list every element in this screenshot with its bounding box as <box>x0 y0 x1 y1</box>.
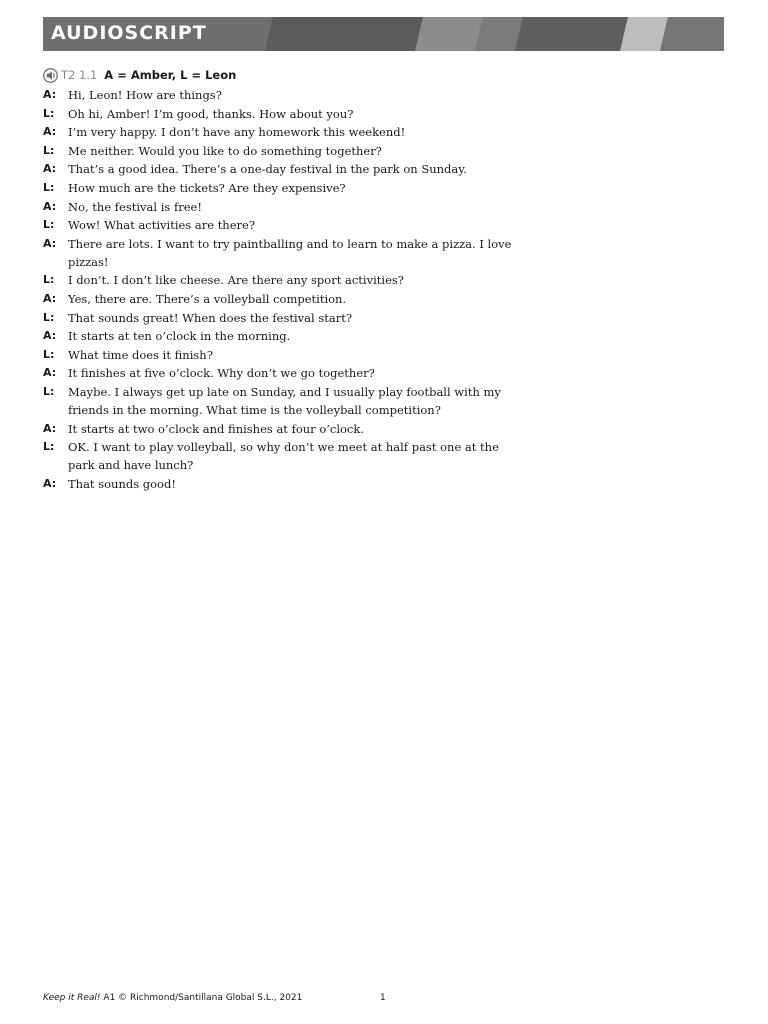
line-text: That sounds great! When does the festival start? <box>68 310 353 325</box>
line-text: It starts at two o’clock and finishes at four o’clock. <box>68 421 365 436</box>
book-title: Keep it Real! <box>43 993 101 1003</box>
dialogue-line <box>43 86 513 104</box>
line-text: Yes, there are. There’s a volleyball competition. <box>68 291 347 306</box>
speaker-label: L: <box>43 143 55 157</box>
track-heading <box>43 67 236 83</box>
line-text: It starts at ten o’clock in the morning. <box>68 329 291 344</box>
dialogue-line <box>43 475 513 493</box>
line-text: I don’t. I don’t like cheese. Are there any sport activities? <box>68 273 404 288</box>
page-title: AUDIOSCRIPT <box>51 22 207 44</box>
speaker-label: L: <box>43 384 55 398</box>
speaker-label: A: <box>43 366 57 380</box>
dialogue-line <box>43 216 513 234</box>
speaker-label: A: <box>43 329 57 343</box>
speaker-label: A: <box>43 476 57 490</box>
dialogue <box>43 86 513 493</box>
line-text: Hi, Leon! How are things? <box>68 88 222 102</box>
dialogue-line <box>43 309 513 327</box>
line-text: OK. I want to play volleyball, so why don’t we meet at half past one at the park and have lunch? <box>68 440 499 473</box>
speaker-label: A: <box>43 236 57 250</box>
speaker-label: A: <box>43 125 57 139</box>
dialogue-line <box>43 420 513 438</box>
line-text: It finishes at five o’clock. Why don’t we go together? <box>68 366 375 381</box>
line-text: That sounds good! <box>68 476 176 491</box>
dialogue-line <box>43 179 513 197</box>
speaker-label: L: <box>43 218 55 232</box>
page-number: 1 <box>380 993 386 1003</box>
line-text: How much are the tickets? Are they expensive? <box>68 180 346 195</box>
dialogue-line <box>43 383 513 419</box>
dialogue-line <box>43 290 513 308</box>
dialogue-line <box>43 105 513 123</box>
speaker-icon[interactable] <box>43 68 58 83</box>
dialogue-line <box>43 364 513 382</box>
speaker-label: A: <box>43 162 57 176</box>
line-text: What time does it finish? <box>68 347 213 362</box>
dialogue-line <box>43 142 513 160</box>
dialogue-line <box>43 346 513 364</box>
dialogue-line <box>43 327 513 345</box>
speaker-label: A: <box>43 291 57 305</box>
dialogue-line <box>43 198 513 216</box>
speaker-label: L: <box>43 273 55 287</box>
line-text: There are lots. I want to try paintballing and to learn to make a pizza. I love pizzas! <box>68 236 512 269</box>
speaker-label: L: <box>43 347 55 361</box>
speaker-label: L: <box>43 180 55 194</box>
track-code: T2 1.1 <box>61 68 98 82</box>
line-text: That’s a good idea. There’s a one-day festival in the park on Sunday. <box>68 162 467 177</box>
dialogue-line <box>43 235 513 271</box>
line-text: Maybe. I always get up late on Sunday, and I usually play football with my friends in the morning. What time is the volleyball competition? <box>68 384 501 417</box>
speaker-label: L: <box>43 310 55 324</box>
footer-copyright <box>43 993 302 1003</box>
cast-legend: A = Amber, L = Leon <box>104 68 237 82</box>
dialogue-line <box>43 438 513 474</box>
dialogue-line <box>43 123 513 141</box>
line-text: Wow! What activities are there? <box>68 218 255 233</box>
line-text: I’m very happy. I don’t have any homework this weekend! <box>68 125 406 140</box>
header-banner <box>43 17 724 51</box>
dialogue-line <box>43 160 513 178</box>
speaker-label: A: <box>43 421 57 435</box>
speaker-label: A: <box>43 88 57 101</box>
line-text: Oh hi, Amber! I’m good, thanks. How about you? <box>68 106 354 121</box>
dialogue-line <box>43 271 513 289</box>
line-text: No, the festival is free! <box>68 199 202 214</box>
speaker-label: L: <box>43 106 55 120</box>
speaker-label: A: <box>43 199 57 213</box>
copyright-text: A1 © Richmond/Santillana Global S.L., 2021 <box>100 993 303 1003</box>
speaker-label: L: <box>43 440 55 454</box>
line-text: Me neither. Would you like to do something together? <box>68 143 382 158</box>
